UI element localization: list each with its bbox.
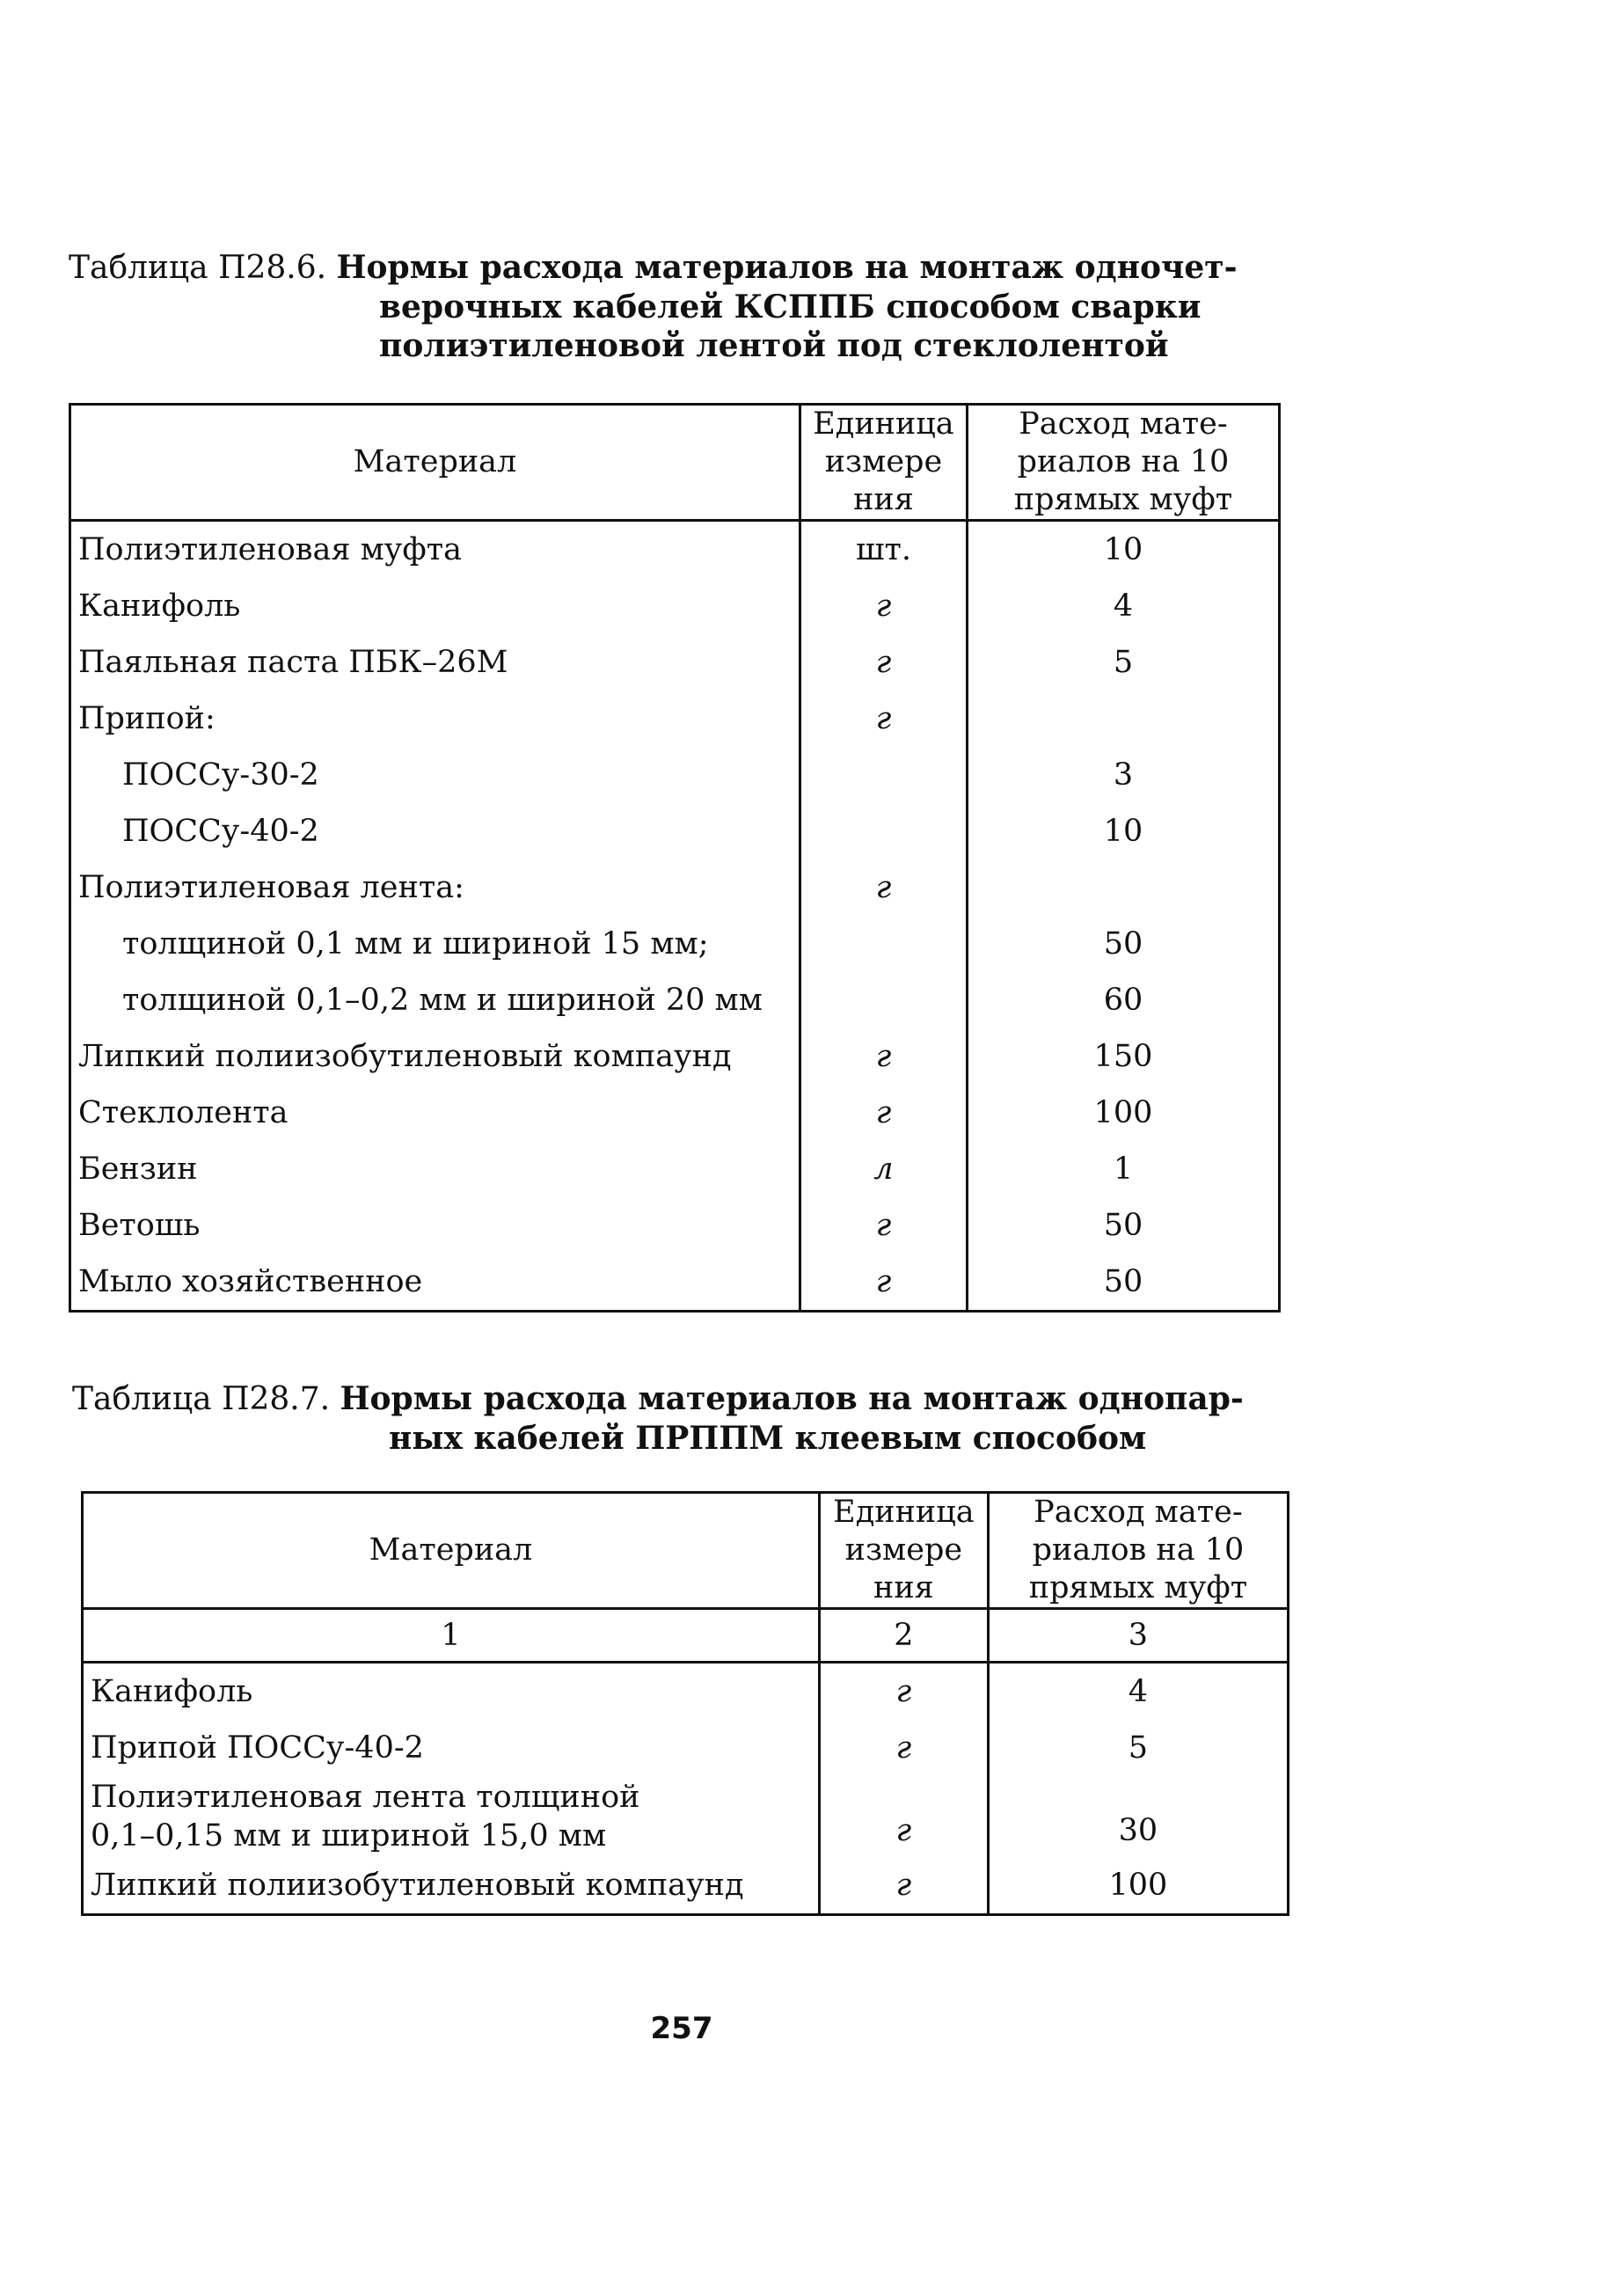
unit-cell: г bbox=[800, 691, 967, 747]
table1-caption-line2: верочных кабелей КСППБ способом сварки bbox=[379, 289, 1202, 325]
table1-caption bbox=[69, 248, 1282, 365]
table2-header-rate: Расход мате- риалов на 10 прямых муфт bbox=[988, 1493, 1288, 1609]
table1-header-rate: Расход мате- риалов на 10 прямых муфт bbox=[967, 405, 1279, 521]
table1-caption-label: Таблица П28.6. bbox=[69, 250, 327, 286]
table-row bbox=[70, 634, 1280, 691]
value-cell: 150 bbox=[967, 1028, 1279, 1085]
material-cell: Паяльная паста ПБК–26М bbox=[70, 634, 800, 691]
material-cell: Стеклолента bbox=[70, 1085, 800, 1141]
material-cell: толщиной 0,1–0,2 мм и шириной 20 мм bbox=[70, 972, 800, 1028]
table-row bbox=[83, 1720, 1289, 1776]
table2-caption bbox=[72, 1379, 1304, 1458]
unit-cell: шт. bbox=[800, 521, 967, 579]
material-line: 0,1–0,15 мм и шириной 15,0 мм bbox=[91, 1818, 607, 1854]
table2-column-numbers-row bbox=[83, 1609, 1289, 1663]
value-cell: 60 bbox=[967, 972, 1279, 1028]
value-cell: 1 bbox=[967, 1141, 1279, 1197]
table-row bbox=[70, 1028, 1280, 1085]
material-cell: Канифоль bbox=[70, 578, 800, 634]
value-cell: 50 bbox=[967, 1254, 1279, 1312]
material-cell: Припой ПОССу-40-2 bbox=[83, 1720, 820, 1776]
table1 bbox=[69, 403, 1281, 1313]
table2-header-material: Материал bbox=[83, 1493, 820, 1609]
material-cell: ПОССу-30-2 bbox=[70, 747, 800, 803]
material-cell: толщиной 0,1 мм и шириной 15 мм; bbox=[70, 916, 800, 972]
value-cell: 50 bbox=[967, 916, 1279, 972]
unit-cell bbox=[800, 972, 967, 1028]
table2-header-row bbox=[83, 1493, 1289, 1609]
table-row bbox=[70, 916, 1280, 972]
table-row bbox=[83, 1776, 1289, 1857]
unit-cell: г bbox=[800, 578, 967, 634]
table-row bbox=[70, 578, 1280, 634]
unit-cell bbox=[800, 747, 967, 803]
unit-cell: г bbox=[819, 1776, 988, 1857]
unit-cell: г bbox=[800, 1028, 967, 1085]
column-number: 2 bbox=[819, 1609, 988, 1663]
table-row bbox=[70, 859, 1280, 916]
material-cell: Ветошь bbox=[70, 1197, 800, 1254]
table-row bbox=[70, 1254, 1280, 1312]
column-number: 3 bbox=[988, 1609, 1288, 1663]
material-line: Полиэтиленовая лента толщиной bbox=[91, 1780, 640, 1815]
value-cell: 100 bbox=[967, 1085, 1279, 1141]
table-row bbox=[70, 972, 1280, 1028]
material-cell: Припой: bbox=[70, 691, 800, 747]
value-cell: 4 bbox=[988, 1663, 1288, 1721]
table-row bbox=[70, 747, 1280, 803]
value-cell: 50 bbox=[967, 1197, 1279, 1254]
table2-caption-line1: Нормы расхода материалов на монтаж однопар- bbox=[340, 1380, 1244, 1417]
table1-header-material: Материал bbox=[70, 405, 800, 521]
table1-caption-line3: полиэтиленовой лентой под стеклолентой bbox=[379, 327, 1169, 364]
table-row bbox=[70, 1085, 1280, 1141]
unit-cell: л bbox=[800, 1141, 967, 1197]
table1-header-unit: Единица измере ния bbox=[800, 405, 967, 521]
material-cell: Мыло хозяйственное bbox=[70, 1254, 800, 1312]
material-cell bbox=[83, 1776, 820, 1857]
value-cell bbox=[967, 691, 1279, 747]
table-row bbox=[70, 1197, 1280, 1254]
value-cell: 10 bbox=[967, 521, 1279, 579]
value-cell: 100 bbox=[988, 1857, 1288, 1915]
unit-cell: г bbox=[819, 1663, 988, 1721]
material-cell: Полиэтиленовая лента: bbox=[70, 859, 800, 916]
material-cell: Липкий полиизобутиленовый компаунд bbox=[70, 1028, 800, 1085]
unit-cell: г bbox=[819, 1857, 988, 1915]
table-row bbox=[70, 691, 1280, 747]
table-row bbox=[83, 1663, 1289, 1721]
table2-header-unit: Единица измере ния bbox=[819, 1493, 988, 1609]
material-cell: ПОССу-40-2 bbox=[70, 803, 800, 859]
value-cell bbox=[967, 859, 1279, 916]
unit-cell: г bbox=[800, 1197, 967, 1254]
table1-header-row bbox=[70, 405, 1280, 521]
unit-cell bbox=[800, 916, 967, 972]
unit-cell: г bbox=[800, 1254, 967, 1312]
value-cell: 10 bbox=[967, 803, 1279, 859]
table1-caption-line1: Нормы расхода материалов на монтаж одночет- bbox=[336, 249, 1238, 286]
table2-caption-line2: ных кабелей ПРППМ клеевым способом bbox=[389, 1420, 1147, 1457]
value-cell: 5 bbox=[967, 634, 1279, 691]
page-number: 257 bbox=[650, 2011, 713, 2046]
material-cell: Липкий полиизобутиленовый компаунд bbox=[83, 1857, 820, 1915]
material-cell: Канифоль bbox=[83, 1663, 820, 1721]
material-cell: Полиэтиленовая муфта bbox=[70, 521, 800, 579]
unit-cell bbox=[800, 803, 967, 859]
table2-caption-label: Таблица П28.7. bbox=[72, 1381, 331, 1417]
value-cell: 30 bbox=[988, 1776, 1288, 1857]
unit-cell: г bbox=[800, 859, 967, 916]
material-cell: Бензин bbox=[70, 1141, 800, 1197]
table2 bbox=[81, 1491, 1289, 1916]
value-cell: 5 bbox=[988, 1720, 1288, 1776]
table-row bbox=[70, 1141, 1280, 1197]
table-row bbox=[83, 1857, 1289, 1915]
table-row bbox=[70, 803, 1280, 859]
unit-cell: г bbox=[800, 634, 967, 691]
table-row bbox=[70, 521, 1280, 579]
unit-cell: г bbox=[800, 1085, 967, 1141]
value-cell: 4 bbox=[967, 578, 1279, 634]
value-cell: 3 bbox=[967, 747, 1279, 803]
unit-cell: г bbox=[819, 1720, 988, 1776]
column-number: 1 bbox=[83, 1609, 820, 1663]
